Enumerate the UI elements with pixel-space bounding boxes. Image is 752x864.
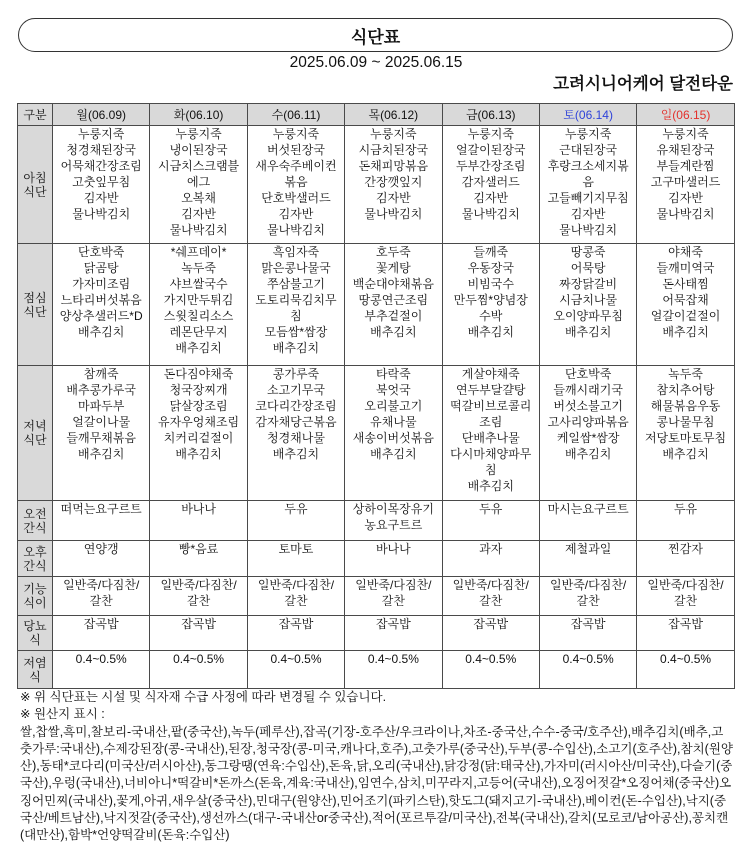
menu-item: 오복채 (181, 191, 216, 205)
menu-item: 돈사태찜 (662, 277, 709, 291)
menu-item: 누룽지죽 (467, 127, 514, 141)
menu-item: 오이양파무침 (553, 309, 623, 323)
menu-item: 잡곡밥 (83, 617, 119, 631)
row-label-line: 오후 (23, 544, 47, 559)
menu-item: 들깨미역국 (656, 261, 715, 275)
menu-cell (247, 501, 344, 541)
menu-item: 근대된장국 (559, 143, 618, 157)
menu-item: 들깨죽 (473, 245, 509, 259)
menu-cell (247, 541, 344, 577)
menu-item: 시금치된장국 (358, 143, 429, 157)
menu-item: 갈찬 (89, 594, 113, 608)
menu-item: 갈찬 (186, 594, 211, 608)
menu-item: 배추김치 (78, 447, 125, 461)
origin-text: 쌀,찹쌀,흑미,찰보리-국내산,팥(중국산),녹두(페루산),잡곡(기장-호주산/우크라이나,차조-중국산,수수-중국/호주산),배추김치(배추,고춧가루:국내산),수제강된장(콩-국내산),된장,청국장(콩-미국,캐나다,호주),고춧가루(중국산),두부(콩-수입산),소고기(호주산),참치(원양산),동태*코다리(미국산/러시아산),동그랑땡(연육:수입산),돈육,닭,오리(국내산),닭강정(닭:태국산),가자미(러시아산/미국산),다슬기(중국산),우렁(국내산),너비아니*떡갈비*돈까스(돈육,계육:국내산),임연수,삼치,미꾸라지,고등어(국내산),오징어젓갈*오징어채(중국산)오징어민찌(국내산),꽃게,아귀,새우살(중국산),민대구(원양산),민어조기(파키스탄),핫도그(돼지고기-국내산),베이컨(돈-수입산),낙지(중국산/베트남산),낙지젓갈(중국산),생선까스(대구-국내산or중국산),적어(포르투갈/미국산),전복(국내산),갈치(모로코/남아공산),꽁치캔(대만산),함박*언양떡갈비(돈육:수입산) (20, 724, 733, 843)
menu-item: 돈채피망볶음 (358, 159, 429, 173)
menu-item: 김자반 (83, 191, 119, 205)
menu-item: 갈찬 (576, 594, 600, 608)
menu-item: 백순대야채볶음 (352, 277, 434, 291)
menu-item: 갈찬 (381, 594, 405, 608)
menu-item: 배추김치 (370, 325, 417, 339)
menu-item: 스윗칠리소스 (163, 309, 234, 323)
menu-item: 갈찬 (479, 594, 503, 608)
row-label-line: 간식 (23, 520, 47, 535)
menu-item: 흑임자죽 (272, 245, 320, 259)
menu-item: 다시마채양파무 (450, 447, 532, 461)
row-label-line: 식단 (23, 433, 47, 447)
morning-snack-row (18, 501, 735, 541)
menu-cell (345, 651, 442, 689)
menu-cell (53, 244, 150, 366)
menu-cell (345, 366, 442, 501)
menu-cell (150, 366, 247, 501)
row-label-line: 오전 (23, 506, 47, 521)
row-label (18, 244, 53, 366)
menu-item: 레몬단무지 (169, 325, 228, 339)
menu-item: 농요구트르 (364, 518, 423, 532)
menu-item: 가자미조림 (72, 277, 131, 291)
menu-cell (150, 616, 247, 651)
menu-item: 김자반 (278, 207, 314, 221)
menu-cell (637, 126, 734, 244)
menu-item: 들깨무채볶음 (66, 431, 136, 445)
menu-item: 어묵잡채 (662, 293, 709, 307)
menu-item: 어묵채간장조림 (60, 159, 142, 173)
menu-item: 마시는요구르트 (547, 502, 629, 516)
menu-item: 물나박김치 (461, 207, 520, 221)
menu-item: 일반죽/다짐찬/ (355, 578, 432, 592)
menu-item: 게살야채죽 (461, 367, 520, 381)
menu-item: 누룽지죽 (78, 127, 125, 141)
menu-item: 냉이된장국 (169, 143, 228, 157)
menu-cell (150, 126, 247, 244)
menu-cell (53, 616, 150, 651)
notes (20, 689, 734, 864)
row-label-line: 점심 (23, 290, 47, 305)
row-label-line: 식 (29, 669, 41, 684)
row-label-line: 식단 (23, 184, 47, 199)
menu-cell (637, 501, 734, 541)
menu-item: 조림 (479, 415, 503, 429)
menu-cell (637, 616, 734, 651)
menu-item: 버섯된장국 (266, 143, 325, 157)
menu-item: 물나박김치 (656, 207, 715, 221)
menu-item: 일반죽/다짐찬/ (257, 578, 335, 592)
menu-item: 일반죽/다짐찬/ (550, 578, 627, 592)
menu-cell (539, 541, 636, 577)
menu-item: 배추김치 (272, 447, 320, 461)
row-label (18, 366, 53, 501)
menu-item: 배추김치 (467, 479, 514, 493)
menu-item: 찐감자 (668, 542, 703, 556)
menu-item: 마파두부 (78, 399, 125, 413)
menu-item: 만두찜*양념장 (453, 293, 528, 307)
menu-cell (150, 541, 247, 577)
menu-cell (53, 577, 150, 616)
menu-item: 일반죽/다짐찬/ (160, 578, 237, 592)
menu-period: 2025.06.09 ~ 2025.06.15 (289, 54, 463, 71)
menu-item: 침 (290, 309, 302, 323)
row-label (18, 541, 53, 577)
menu-cell (247, 651, 344, 689)
menu-item: 새송이버섯볶음 (352, 431, 434, 445)
menu-item: 0.4~0.5% (270, 652, 322, 666)
menu-item: 물나박김치 (559, 223, 618, 237)
menu-item: 떠먹는요구르트 (60, 502, 142, 516)
menu-item: 해물볶음우동 (650, 399, 721, 413)
menu-item: 배추김치 (370, 447, 417, 461)
menu-item: 김자반 (181, 207, 216, 221)
menu-item: 김자반 (668, 191, 703, 205)
menu-item: 두유 (284, 502, 308, 516)
menu-cell (345, 244, 442, 366)
menu-item: 야채죽 (668, 245, 703, 259)
menu-item: 음 (582, 175, 594, 189)
menu-item: 잡곡밥 (668, 617, 703, 631)
menu-item: 유자우엉채조림 (158, 415, 240, 429)
row-label-line: 저염 (23, 655, 47, 670)
menu-item: 소고기무국 (266, 383, 325, 397)
menu-item: 참깨죽 (83, 367, 119, 381)
menu-item: 부들계란찜 (656, 159, 715, 173)
menu-cell (53, 501, 150, 541)
header-row (18, 104, 735, 126)
menu-item: 샤브쌀국수 (169, 277, 228, 291)
menu-item: 타락죽 (375, 367, 411, 381)
breakfast-row (18, 126, 735, 244)
lunch-row (18, 244, 735, 366)
menu-item: 수박 (479, 309, 503, 323)
menu-cell (53, 366, 150, 501)
menu-cell (637, 366, 734, 501)
menu-item: 배추김치 (467, 325, 514, 339)
page-title (18, 18, 733, 52)
day-header: 월(06.09) (53, 104, 150, 126)
menu-item: 시금치스크램블 (158, 159, 240, 173)
menu-item: 감자샐러드 (461, 175, 520, 189)
row-label-line: 간식 (23, 558, 47, 573)
menu-item: 비빔국수 (467, 277, 514, 291)
menu-cell (637, 651, 734, 689)
menu-item: 두유 (479, 502, 503, 516)
menu-item: 갈찬 (284, 594, 308, 608)
menu-item: 0.4~0.5% (173, 652, 225, 666)
menu-item: 물나박김치 (169, 223, 228, 237)
menu-cell (53, 651, 150, 689)
menu-item: 얼갈이겉절이 (650, 309, 721, 323)
menu-item: 배추김치 (78, 325, 125, 339)
menu-cell (539, 616, 636, 651)
row-label (18, 616, 53, 651)
menu-item: 두부간장조림 (455, 159, 526, 173)
menu-cell (150, 244, 247, 366)
menu-item: 쭈삼불고기 (266, 277, 325, 291)
change-notice: ※ 위 식단표는 시설 및 식자재 수급 사정에 따라 변경될 수 있습니다. (20, 690, 387, 704)
menu-item: 유채나물 (370, 415, 417, 429)
row-label-line: 기능 (23, 582, 47, 596)
menu-item: 청경채된장국 (66, 143, 136, 157)
menu-cell (442, 244, 539, 366)
corner-label: 구분 (18, 104, 53, 126)
menu-item: 김자반 (570, 207, 606, 221)
menu-item: 누룽지죽 (272, 127, 320, 141)
menu-item: 고춧잎무침 (72, 175, 131, 189)
menu-item: 배추김치 (272, 341, 320, 355)
menu-item: 닭살장조림 (169, 399, 228, 413)
menu-item: 바나나 (375, 542, 411, 556)
menu-item: 볶음 (284, 175, 308, 189)
menu-item: 우동장국 (467, 261, 514, 275)
menu-item: 갈찬 (673, 594, 698, 608)
menu-cell (442, 577, 539, 616)
menu-item: 짜장닭갈비 (559, 277, 618, 291)
menu-item: 배추김치 (175, 341, 222, 355)
day-header: 금(06.13) (442, 104, 539, 126)
menu-cell (247, 577, 344, 616)
menu-cell (247, 616, 344, 651)
menu-item: 누룽지죽 (662, 127, 709, 141)
menu-item: 맑은콩나물국 (261, 261, 331, 275)
menu-cell (442, 651, 539, 689)
row-label (18, 501, 53, 541)
menu-item: 단호박죽 (564, 367, 612, 381)
menu-cell (637, 541, 734, 577)
menu-item: 제철과일 (564, 542, 612, 556)
menu-item: 배추김치 (175, 447, 222, 461)
menu-cell (539, 501, 636, 541)
menu-item: 호두죽 (375, 245, 411, 259)
menu-item: 에그 (186, 175, 211, 189)
menu-item: 청국장찌개 (169, 383, 228, 397)
menu-item: 도토리묵김치무 (255, 293, 337, 307)
menu-item: 0.4~0.5% (660, 652, 712, 666)
menu-item: 토마토 (278, 542, 314, 556)
menu-item: 부추겉절이 (364, 309, 423, 323)
menu-item: 일반죽/다짐찬/ (452, 578, 529, 592)
menu-cell (539, 126, 636, 244)
menu-cell (247, 244, 344, 366)
menu-item: 녹두죽 (181, 261, 216, 275)
menu-item: 새우숙주베이컨 (255, 159, 337, 173)
menu-item: 배추김치 (662, 447, 709, 461)
menu-item: 단호박죽 (78, 245, 125, 259)
menu-item: 배추김치 (564, 447, 612, 461)
functional-diet-row (18, 577, 735, 616)
menu-item: 빵*음료 (178, 542, 219, 556)
menu-item: 녹두죽 (668, 367, 703, 381)
menu-item: 단호박샐러드 (261, 191, 331, 205)
menu-item: 침 (484, 463, 497, 477)
menu-cell (539, 651, 636, 689)
day-header: 목(06.12) (345, 104, 442, 126)
menu-cell (637, 244, 734, 366)
menu-table (17, 103, 735, 689)
menu-cell (442, 501, 539, 541)
menu-item: 배추김치 (662, 325, 709, 339)
menu-cell (345, 501, 442, 541)
menu-item: 저당토마토무침 (644, 431, 727, 445)
menu-cell (345, 616, 442, 651)
menu-cell (539, 244, 636, 366)
menu-item: 돈다짐야채죽 (163, 367, 234, 381)
menu-item: 콩가루죽 (272, 367, 320, 381)
menu-item: 시금치나물 (559, 293, 618, 307)
menu-item: 들깨시래기국 (553, 383, 623, 397)
menu-item: 일반죽/다짐찬/ (63, 578, 140, 592)
menu-item: 꽃게탕 (375, 261, 411, 275)
row-label-line: 아침 (23, 170, 47, 185)
row-label (18, 126, 53, 244)
page-title-text: 식단표 (350, 27, 401, 47)
menu-item: 얼갈이된장국 (455, 143, 526, 157)
day-header: 화(06.10) (150, 104, 247, 126)
menu-item: 연두부달걀탕 (455, 383, 526, 397)
origin-heading: ※ 원산지 표시 : (20, 707, 105, 722)
menu-item: 간장깻잎지 (364, 175, 423, 189)
menu-item: 고들빼기지무침 (547, 191, 629, 205)
menu-item: 바나나 (181, 502, 216, 516)
row-label-line: 식단 (23, 304, 47, 319)
menu-item: 케일쌈*쌈장 (556, 431, 620, 445)
menu-item: 잡곡밥 (278, 617, 314, 631)
menu-cell (150, 651, 247, 689)
menu-body (18, 126, 735, 689)
menu-item: 모듬쌈*쌈장 (264, 325, 328, 339)
menu-item: 떡갈비브로콜리 (450, 399, 532, 413)
menu-item: 잡곡밥 (570, 617, 606, 631)
menu-item: 상하이목장유기 (352, 502, 434, 516)
menu-cell (442, 366, 539, 501)
menu-item: 누룽지죽 (564, 127, 612, 141)
menu-item: 일반죽/다짐찬/ (647, 578, 724, 592)
menu-cell (345, 126, 442, 244)
menu-item: 김자반 (473, 191, 509, 205)
day-header: 수(06.11) (247, 104, 344, 126)
menu-item: 감자채당근볶음 (255, 415, 337, 429)
facility-name: 고려시니어케어 달전타운 (553, 75, 733, 93)
menu-item: 얼갈이나물 (72, 415, 131, 429)
menu-item: 잡곡밥 (181, 617, 216, 631)
row-label (18, 651, 53, 689)
day-header: 일(06.15) (637, 104, 734, 126)
afternoon-snack-row (18, 541, 735, 577)
menu-cell (247, 366, 344, 501)
menu-item: 두유 (673, 502, 698, 516)
menu-item: 과자 (479, 542, 503, 556)
menu-item: *쉐프데이* (170, 245, 227, 259)
menu-item: 김자반 (375, 191, 411, 205)
menu-cell (53, 126, 150, 244)
menu-item: 물나박김치 (72, 207, 131, 221)
menu-item: 누룽지죽 (175, 127, 222, 141)
menu-item: 고사리양파볶음 (547, 415, 629, 429)
menu-item: 가지만두튀김 (163, 293, 234, 307)
day-header: 토(06.14) (539, 104, 636, 126)
menu-item: 잡곡밥 (473, 617, 509, 631)
menu-item: 땅콩죽 (570, 245, 606, 259)
menu-cell (539, 577, 636, 616)
menu-item: 유채된장국 (656, 143, 715, 157)
row-label (18, 577, 53, 616)
menu-item: 닭곰탕 (83, 261, 119, 275)
menu-cell (442, 616, 539, 651)
menu-item: 참치추어탕 (656, 383, 715, 397)
menu-item: 0.4~0.5% (75, 652, 127, 666)
menu-cell (150, 577, 247, 616)
dinner-row (18, 366, 735, 501)
menu-item: 버섯소불고기 (553, 399, 623, 413)
low-sodium-row (18, 651, 735, 689)
menu-item: 후랑크소세지볶 (547, 159, 629, 173)
menu-item: 0.4~0.5% (465, 652, 517, 666)
menu-cell (442, 126, 539, 244)
menu-item: 청경채나물 (266, 431, 325, 445)
menu-item: 배추김치 (564, 325, 612, 339)
diabetic-diet-row (18, 616, 735, 651)
menu-item: 콩나물무침 (656, 415, 715, 429)
menu-item: 누룽지죽 (370, 127, 417, 141)
menu-item: 느타리버섯볶음 (60, 293, 142, 307)
menu-cell (247, 126, 344, 244)
menu-item: 연양갱 (83, 542, 119, 556)
menu-item: 땅콩연근조림 (358, 293, 429, 307)
menu-item: 0.4~0.5% (562, 652, 614, 666)
row-label-line: 식이 (23, 596, 47, 610)
menu-cell (345, 577, 442, 616)
menu-cell (442, 541, 539, 577)
menu-item: 물나박김치 (266, 223, 325, 237)
row-label-line: 식 (29, 633, 41, 647)
row-label-line: 당뇨 (23, 619, 47, 633)
menu-item: 0.4~0.5% (367, 652, 419, 666)
menu-item: 단배추나물 (461, 431, 520, 445)
menu-item: 고구마샐러드 (650, 175, 721, 189)
menu-item: 배추콩가루국 (66, 383, 136, 397)
menu-item: 잡곡밥 (375, 617, 411, 631)
menu-item: 치커리겉절이 (163, 431, 234, 445)
menu-item: 코다리간장조림 (255, 399, 337, 413)
menu-cell (53, 541, 150, 577)
menu-cell (345, 541, 442, 577)
menu-item: 오리불고기 (364, 399, 423, 413)
menu-item: 양상추샐러드*D (59, 309, 143, 323)
menu-cell (539, 366, 636, 501)
menu-item: 북엇국 (375, 383, 411, 397)
menu-cell (150, 501, 247, 541)
menu-item: 물나박김치 (364, 207, 423, 221)
row-label-line: 저녁 (23, 419, 47, 433)
menu-cell (637, 577, 734, 616)
menu-item: 어묵탕 (570, 261, 606, 275)
